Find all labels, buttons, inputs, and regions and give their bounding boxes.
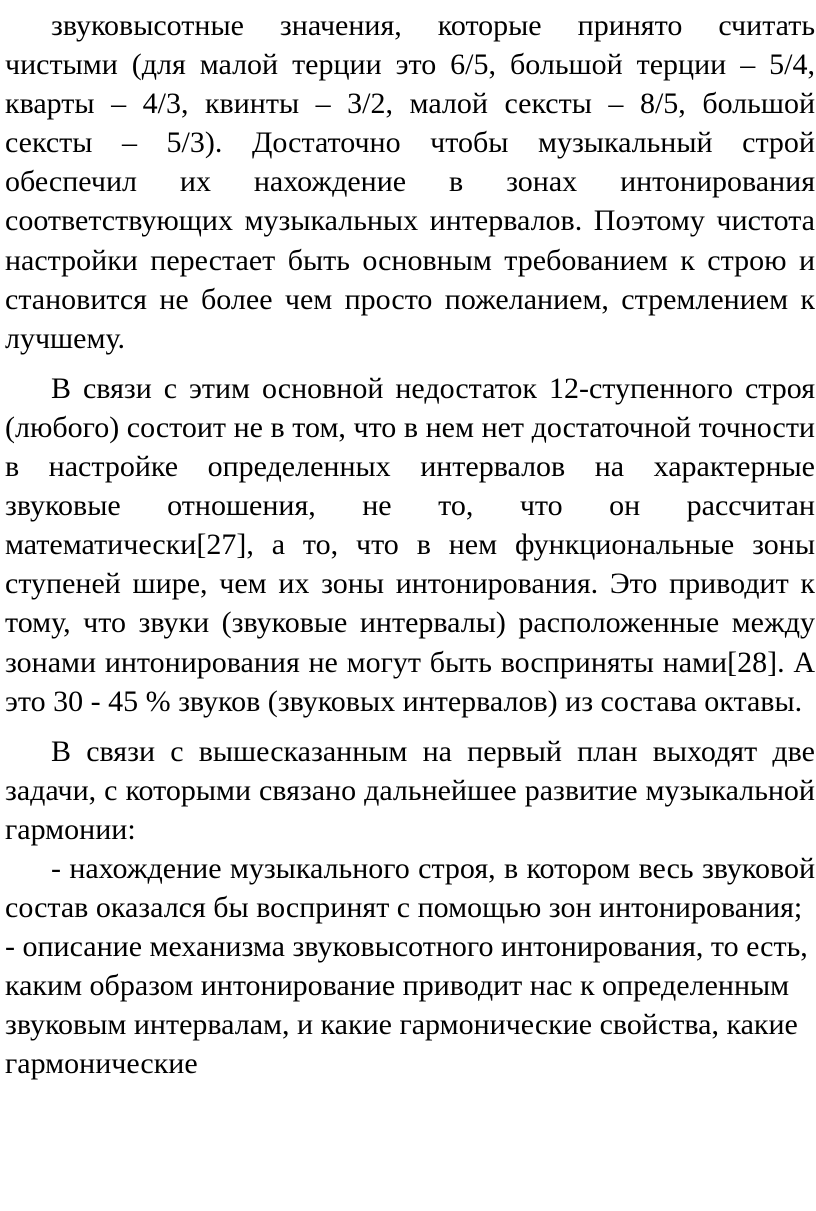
document-page bbox=[5, 6, 815, 1084]
paragraph-2-text-c: . А это 30 - 45 % звуков (звуковых интервалов) из состава октавы. bbox=[5, 645, 815, 718]
list-item: - нахождение музыкального строя, в котором весь звуковой состав оказался бы воспринят с помощью зон интонирования; bbox=[5, 851, 815, 925]
paragraph-2-text-a: В связи с этим основной недостаток 12-ступенного строя (любого) состоит не в том, что в нем нет достаточной точности в настройке определенных интервалов на характерные звуковые отношения, не то, что он рассчитан математически bbox=[5, 371, 815, 562]
footnote-ref-27[interactable]: [27] bbox=[196, 528, 247, 562]
list-item: - описание механизма звуковысотного интонирования, то есть, каким образом интонирование приводит нас к определенным звуковым интервалам, и какие гармонические свойства, какие гармонические bbox=[5, 930, 808, 1081]
paragraph-1: звуковысотные значения, которые принято считать чистыми (для малой терции это 6/5, большой терции – 5/4, кварты – 4/3, квинты – 3/2, малой сексты – 8/5, большой сексты – 5/3). Достаточно чтобы музыкальный строй обеспечил их нахождение в зонах интонирования соответствующих музыкальных интервалов. Поэтому чистота настройки перестает быть основным требованием к строю и становится не более чем просто пожеланием, стремлением к лучшему. bbox=[5, 9, 815, 355]
paragraph-3: В связи с вышесказанным на первый план выходят две задачи, с которыми связано дальнейшее развитие музыкальной гармонии: bbox=[5, 734, 815, 846]
paragraph-2-text-b: , а то, что в нем функциональные зоны ступеней шире, чем их зоны интонирования. Это приводит к тому, что звуки (звуковые интервалы) расположенные между зонами интонирования не могут быть восприняты нами bbox=[5, 528, 815, 679]
paragraph-2 bbox=[5, 369, 815, 721]
footnote-ref-28[interactable]: [28] bbox=[727, 645, 778, 679]
